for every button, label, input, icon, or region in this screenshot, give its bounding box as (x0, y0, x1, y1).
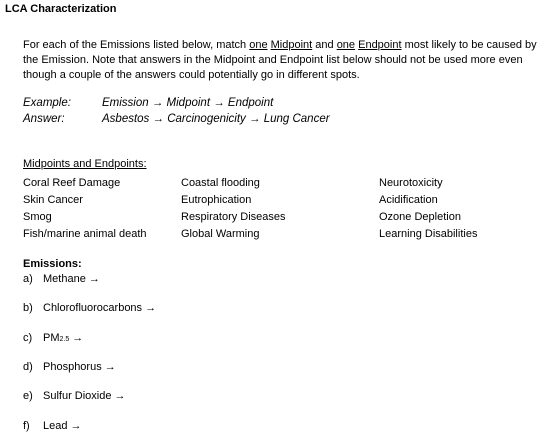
instructions-endpoint: Endpoint (358, 39, 402, 51)
arrow-icon: → (88, 273, 100, 285)
emissions-heading: Emissions: (23, 258, 82, 270)
emission-letter: d) (23, 361, 33, 373)
list-item: Global Warming (181, 228, 260, 240)
list-item: Coral Reef Damage (23, 177, 121, 189)
emission-name: Phosphorus (43, 361, 102, 373)
list-item: Ozone Depletion (379, 211, 461, 223)
emission-item-methane (23, 273, 100, 285)
emission-name: PM (43, 332, 60, 344)
emission-letter: c) (23, 332, 33, 344)
list-item: Skin Cancer (23, 194, 83, 206)
emission-letter: a) (23, 273, 33, 285)
answer-label: Answer: (23, 113, 65, 125)
emission-item-chlorofluorocarbons (23, 302, 156, 314)
list-item: Eutrophication (181, 194, 252, 206)
emission-item-lead (23, 420, 82, 432)
instructions-one-2: one (336, 39, 356, 51)
instructions-text-1: For each of the Emissions listed below, match (23, 39, 250, 51)
midpoints-column-1 (23, 175, 147, 243)
midpoints-heading: Midpoints and Endpoints: (23, 158, 147, 170)
instructions-text-2: and (312, 39, 337, 51)
list-item: Neurotoxicity (379, 177, 443, 189)
instructions-paragraph (23, 38, 548, 83)
emission-subscript: 2.5 (59, 336, 70, 343)
list-item: Learning Disabilities (379, 228, 478, 240)
emission-item-pm25 (23, 332, 83, 344)
example-value: Emission → Midpoint → Endpoint (102, 97, 274, 109)
list-item: Respiratory Diseases (181, 211, 286, 223)
list-item: Fish/marine animal death (23, 228, 147, 240)
midpoints-column-2 (181, 175, 286, 243)
emission-letter: b) (23, 302, 33, 314)
emission-item-phosphorus (23, 361, 116, 373)
instructions-one-1: one (249, 39, 268, 51)
emission-name: Methane (43, 273, 86, 285)
emission-name: Sulfur Dioxide (43, 390, 112, 402)
arrow-icon: → (104, 361, 116, 373)
emission-letter: f) (23, 420, 30, 432)
list-item: Coastal flooding (181, 177, 260, 189)
instructions-text-3: most likely to be caused by the Emission. Note that answers in the Midpoint and Endpoint list below should not be used more even though a couple of the answers could potentially go in different spots. (23, 39, 537, 81)
arrow-icon: → (145, 302, 157, 314)
arrow-icon: → (70, 420, 82, 432)
emission-item-sulfur-dioxide (23, 390, 126, 402)
list-item: Smog (23, 211, 52, 223)
example-label: Example: (23, 97, 71, 109)
midpoints-column-3 (379, 175, 477, 243)
arrow-icon: → (114, 390, 126, 402)
list-item: Acidification (379, 194, 438, 206)
emission-name: Lead (43, 420, 68, 432)
document-title: LCA Characterization (5, 3, 117, 15)
emission-name: Chlorofluorocarbons (43, 302, 143, 314)
emission-letter: e) (23, 390, 33, 402)
arrow-icon: → (72, 332, 84, 344)
instructions-midpoint: Midpoint (270, 39, 313, 51)
answer-value: Asbestos → Carcinogenicity → Lung Cancer (102, 113, 330, 125)
